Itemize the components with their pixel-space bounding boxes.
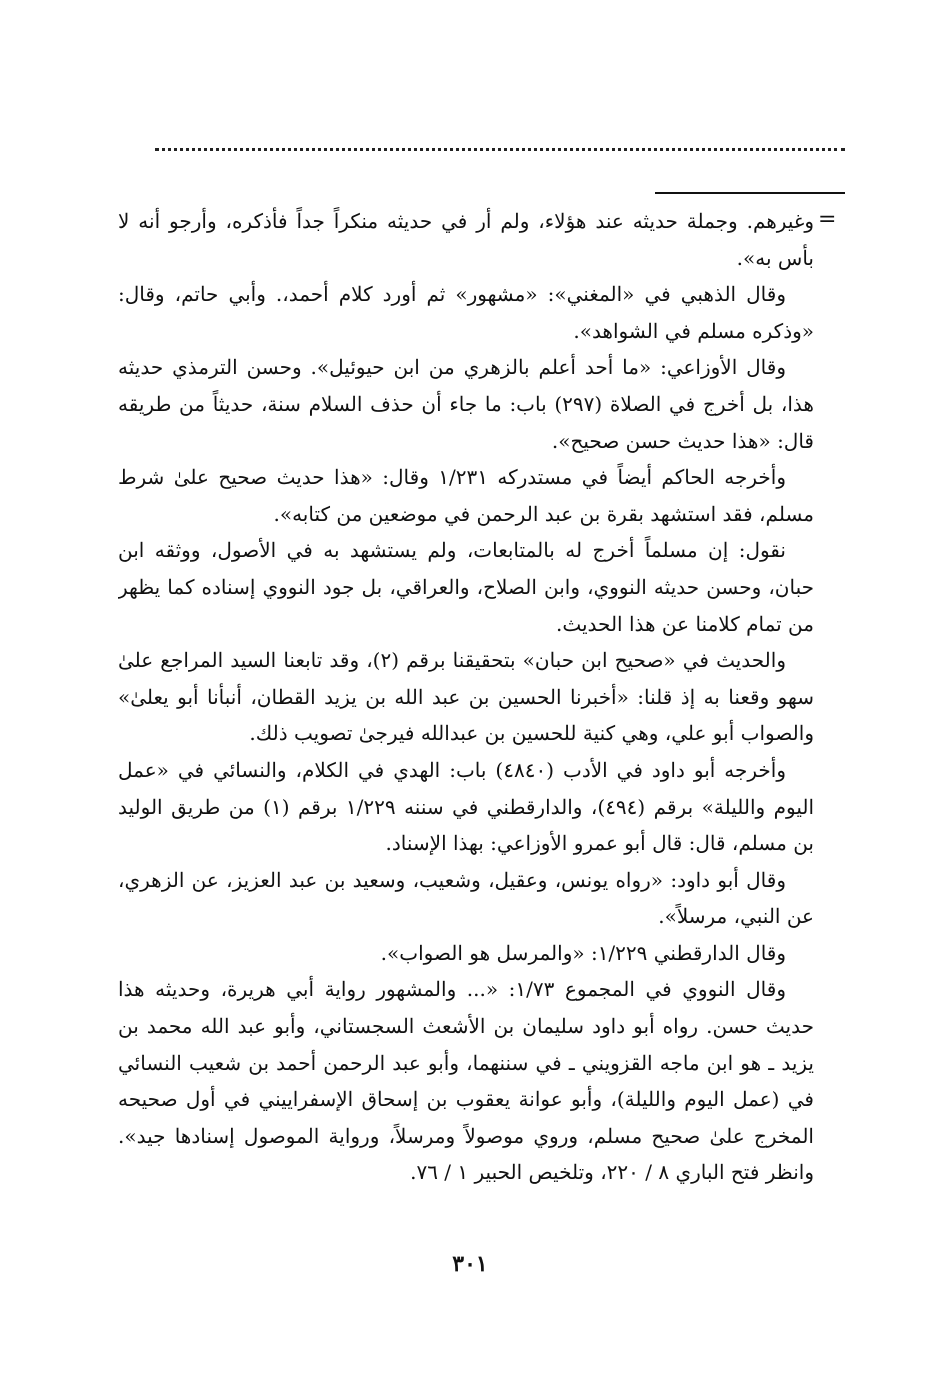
- footnote-paragraph: وقال الأوزاعي: «ما أحد أعلم بالزهري من ابن حيوئيل». وحسن الترمذي حديثه هذا، بل أخرج في الصلاة (٢٩٧) باب: ما جاء أن حذف السلام سنة، حديثاً من طريقه قال: «هذا حديث حسن صحيح».: [118, 355, 814, 453]
- footnote-text-block: [118, 203, 814, 1233]
- footnote-paragraph: وقال الذهبي في «المغني»: «مشهور» ثم أورد كلام أحمد،. وأبي حاتم، وقال: «وذكره مسلم في الشواهد».: [118, 282, 814, 343]
- footnote-paragraph: نقول: إن مسلماً أخرج له بالمتابعات، ولم يستشهد به في الأصول، ووثقه ابن حبان، وحسن حديثه النووي، وابن الصلاح، والعراقي، بل جود النووي إسناده كما يظهر من تمام كلامنا عن هذا الحديث.: [118, 538, 814, 636]
- footnote-continuation-mark: =: [818, 207, 837, 232]
- footnote-paragraph: والحديث في «صحيح ابن حبان» بتحقيقنا برقم (٢)، وقد تابعنا السيد المراجع علىٰ سهو وقعنا به إذ قلنا: «أخبرنا الحسين بن عبد الله بن يزيد القطان، أنبأنا أبو يعلىٰ» والصواب أبو علي، وهي كنية للحسين بن عبدالله فيرجىٰ تصويب ذلك.: [118, 648, 814, 746]
- footnote-separator-line: [655, 192, 845, 194]
- footnote-paragraph: وغيرهم. وجملة حديثه عند هؤلاء، ولم أر في حديثه منكراً جداً فأذكره، وأرجو أنه لا بأس به».: [118, 209, 814, 270]
- dotted-separator: [155, 148, 845, 151]
- page-number: ٣٠١: [452, 1251, 488, 1277]
- footnote-paragraph: وقال الدارقطني ١/٢٢٩: «والمرسل هو الصواب».: [380, 940, 786, 965]
- footnote-paragraph: وقال النووي في المجموع ١/٧٣: «... والمشهور رواية أبي هريرة، وحديثه هذا حديث حسن. رواه أبو داود سليمان بن الأشعث السجستاني، وأبو عبد الله محمد بن يزيد ـ هو ابن ماجه القزويني ـ في سننهما، وأبو عبد الرحمن أحمد بن شعيب النسائي في (عمل اليوم والليلة)، وأبو عوانة يعقوب بن إسحاق الإسفراييني في أول صحيحه المخرج علىٰ صحيح مسلم، وروي موصولاً ومرسلاً، ورواية الموصول إسنادها جيد». وانظر فتح الباري ٨ / ٢٢٠، وتلخيص الحبير ١ / ٧٦.: [118, 977, 814, 1185]
- footnote-paragraph: وأخرجه الحاكم أيضاً في مستدركه ١/٢٣١ وقال: «هذا حديث صحيح علىٰ شرط مسلم، فقد استشهد بقرة بن عبد الرحمن في موضعين من كتابه».: [118, 465, 814, 526]
- footnote-paragraph: وأخرجه أبو داود في الأدب (٤٨٤٠) باب: الهدي في الكلام، والنسائي في «عمل اليوم والليلة» برقم (٤٩٤)، والدارقطني في سننه ١/٢٢٩ برقم (١) من طريق الوليد بن مسلم، قال: قال أبو عمرو الأوزاعي: بهذا الإسناد.: [118, 757, 814, 856]
- footnote-paragraph: وقال أبو داود: «رواه يونس، وعقيل، وشعيب، وسعيد بن عبد العزيز، عن الزهري، عن النبي، مرسلاً».: [118, 867, 814, 929]
